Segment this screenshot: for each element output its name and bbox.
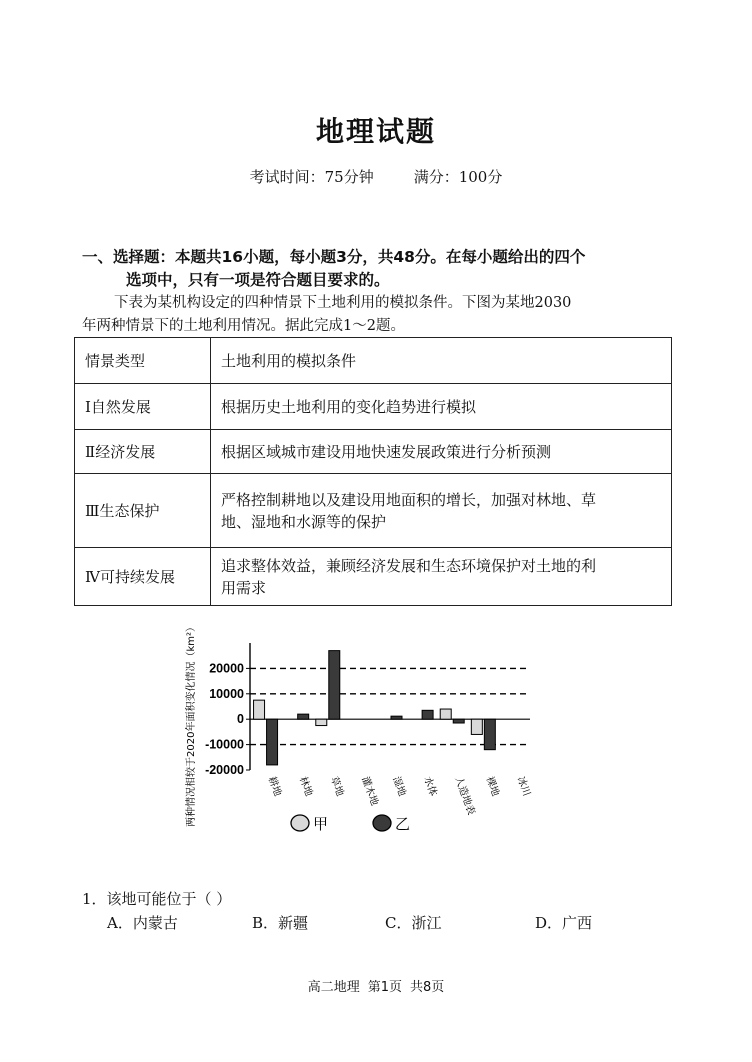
table-header-cell: 土地利用的模拟条件 xyxy=(211,338,672,384)
category-label: 裸地 xyxy=(483,775,501,798)
question-1-stem: 1．该地可能位于（ ） xyxy=(82,890,232,908)
footer-total: 共8页 xyxy=(410,980,445,995)
scenario-condition xyxy=(211,548,672,606)
intro-line1: 下表为某机构设定的四种情景下土地利用的模拟条件。下图为某地2030 xyxy=(114,295,572,311)
question-intro xyxy=(82,292,682,338)
condition-line1: 追求整体效益，兼顾经济发展和生态环境保护对土地的利 xyxy=(221,556,597,575)
exam-time: 考试时间：75分钟 xyxy=(249,168,374,186)
section-heading-line2: 选项中，只有一项是符合题目要求的。 xyxy=(126,271,390,289)
y-tick-label: -10000 xyxy=(205,737,244,752)
bar-乙 xyxy=(484,719,495,749)
category-label: 人造地表 xyxy=(452,775,477,817)
section-heading xyxy=(82,246,682,292)
condition-line2: 地、湿地和水源等的保护 xyxy=(221,512,387,531)
bar-乙 xyxy=(453,719,464,723)
legend-swatch xyxy=(373,815,391,831)
option-c[interactable]: C．浙江 xyxy=(385,914,442,932)
footer-page: 第1页 xyxy=(367,980,402,995)
scenario-type: Ⅳ可持续发展 xyxy=(75,548,211,606)
category-label: 水体 xyxy=(421,775,439,798)
condition-line1: 严格控制耕地以及建设用地面积的增长，加强对林地、草 xyxy=(221,490,597,509)
legend-swatch xyxy=(291,815,309,831)
section-heading-line1: 一、选择题：本题共16小题，每小题3分，共48分。在每小题给出的四个 xyxy=(82,248,586,266)
scenario-type: Ⅱ经济发展 xyxy=(75,430,211,474)
table-header-row xyxy=(75,338,672,384)
bar-乙 xyxy=(329,651,340,720)
category-label: 耕地 xyxy=(265,775,283,798)
page-title: 地理试题 xyxy=(315,115,436,148)
land-use-chart xyxy=(180,615,560,849)
bar-乙 xyxy=(267,719,278,765)
scenario-condition: 根据历史土地利用的变化趋势进行模拟 xyxy=(211,384,672,430)
category-label: 灌木地 xyxy=(359,775,380,808)
bar-乙 xyxy=(422,710,433,719)
bar-甲 xyxy=(471,719,482,734)
option-b[interactable]: B．新疆 xyxy=(252,914,309,932)
category-label: 草地 xyxy=(327,775,346,798)
y-axis-title: 两种情况相较于2020年面积变化情况（km²） xyxy=(186,622,197,827)
table-row xyxy=(75,548,672,606)
legend-label: 乙 xyxy=(395,815,411,833)
page-footer xyxy=(0,976,752,995)
legend-label: 甲 xyxy=(313,815,329,833)
full-score: 满分：100分 xyxy=(413,168,503,186)
footer-subject: 高二地理 xyxy=(307,980,360,995)
y-tick-label: 0 xyxy=(237,712,244,727)
scenario-table xyxy=(74,337,672,606)
y-tick-label: 10000 xyxy=(209,686,244,701)
condition-line2: 用需求 xyxy=(221,578,267,597)
scenario-condition xyxy=(211,474,672,548)
bar-乙 xyxy=(391,716,402,719)
category-label: 湿地 xyxy=(390,775,408,798)
scenario-condition: 根据区域城市建设用地快速发展政策进行分析预测 xyxy=(211,430,672,474)
category-label: 冰川 xyxy=(514,775,532,798)
table-row xyxy=(75,430,672,474)
table-row xyxy=(75,384,672,430)
category-label: 林地 xyxy=(296,775,315,798)
chart-svg xyxy=(180,615,560,845)
table-header-cell: 情景类型 xyxy=(75,338,211,384)
bar-乙 xyxy=(298,714,309,719)
bar-甲 xyxy=(440,709,451,719)
table-row xyxy=(75,474,672,548)
option-a[interactable]: A．内蒙古 xyxy=(107,914,178,932)
exam-meta xyxy=(0,166,752,187)
bar-甲 xyxy=(316,719,327,725)
y-tick-label: -20000 xyxy=(205,763,244,777)
intro-line2: 年两种情景下的土地利用情况。据此完成1～2题。 xyxy=(82,318,405,334)
scenario-type: Ⅲ生态保护 xyxy=(75,474,211,548)
y-tick-label: 20000 xyxy=(209,661,244,676)
bar-甲 xyxy=(254,700,265,719)
option-d[interactable]: D．广西 xyxy=(535,914,593,932)
scenario-type: Ⅰ自然发展 xyxy=(75,384,211,430)
